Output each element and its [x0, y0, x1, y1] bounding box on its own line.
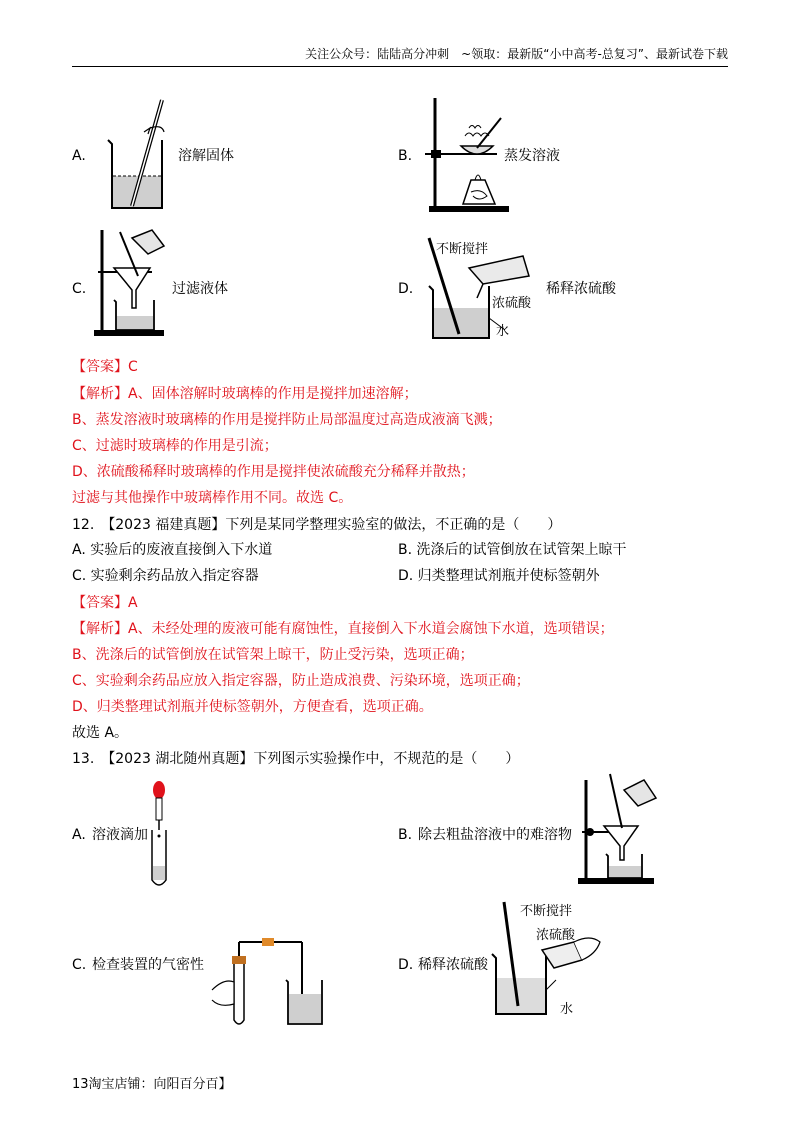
q11-analysis-line-3: C、过滤时玻璃棒的作用是引流；: [72, 438, 278, 454]
q13-figure-b-filter: [576, 770, 666, 888]
q11-option-b-caption: 蒸发溶液: [504, 148, 560, 164]
q13-label-stir: 不断搅拌: [520, 904, 573, 919]
q13-option-d-caption: 稀释浓硫酸: [418, 957, 488, 973]
q11-label-stir: 不断搅拌: [436, 242, 489, 257]
q13-figure-a-dropper: [144, 780, 174, 892]
q11-option-d-caption: 稀释浓硫酸: [546, 281, 616, 297]
q11-figure-a-dissolve: [102, 96, 172, 216]
q13-option-a-letter: A.: [72, 827, 86, 843]
q11-option-c-letter: C.: [72, 281, 87, 297]
q12-option-c: C. 实验剩余药品放入指定容器: [72, 568, 259, 584]
q11-analysis-line-4: D、浓硫酸稀释时玻璃棒的作用是搅拌使浓硫酸充分稀释并散热；: [72, 464, 475, 480]
q11-label-acid: 浓硫酸: [492, 296, 532, 311]
q12-answer: 【答案】A: [72, 595, 138, 611]
q13-option-d-letter: D.: [398, 957, 414, 973]
q11-analysis-line-1: 【解析】A、固体溶解时玻璃棒的作用是搅拌加速溶解；: [72, 386, 418, 402]
q13-option-c-caption: 检查装置的气密性: [92, 957, 204, 973]
q11-figure-b-evaporate: [425, 96, 515, 216]
q11-option-a-caption: 溶解固体: [178, 148, 234, 164]
q11-figure-c-filter: [92, 224, 172, 340]
q11-analysis-line-2: B、蒸发溶液时玻璃棒的作用是搅拌防止局部温度过高造成液滴飞溅；: [72, 412, 502, 428]
q11-option-a-letter: A.: [72, 148, 86, 164]
q13-label-water: 水: [560, 1002, 574, 1017]
q12-conclusion: 故选 A。: [72, 725, 129, 741]
q12-option-a: A. 实验后的废液直接倒入下水道: [72, 542, 273, 558]
q12-analysis-line-1: 【解析】A、未经处理的废液可能有腐蚀性，直接倒入下水道会腐蚀下水道，选项错误；: [72, 621, 614, 637]
q11-option-d-letter: D.: [398, 281, 414, 297]
q12-option-b: B. 洗涤后的试管倒放在试管架上晾干: [398, 542, 627, 558]
q12-analysis-line-3: C、实验剩余药品应放入指定容器，防止造成浪费、污染环境，选项正确；: [72, 673, 530, 689]
q13-option-b-letter: B.: [398, 827, 413, 843]
q11-option-c-caption: 过滤液体: [172, 281, 228, 297]
q13-option-c-letter: C.: [72, 957, 87, 973]
q13-option-b-caption: 除去粗盐溶液中的难溶物: [418, 827, 572, 843]
q13-label-acid: 浓硫酸: [536, 928, 576, 943]
q12-analysis-line-4: D、归类整理试剂瓶并使标签朝外，方便查看，选项正确。: [72, 699, 433, 715]
q11-analysis-line-5: 过滤与其他操作中玻璃棒作用不同。故选 C。: [72, 490, 353, 506]
page-footer: 13淘宝店铺：向阳百分百】: [72, 1077, 232, 1092]
q11-label-water: 水: [496, 324, 510, 339]
q11-answer: 【答案】C: [72, 359, 138, 375]
q11-option-b-letter: B.: [398, 148, 413, 164]
q12-analysis-line-2: B、洗涤后的试管倒放在试管架上晾干，防止受污染，选项正确；: [72, 647, 474, 663]
q13-option-a-caption: 溶液滴加: [92, 827, 148, 843]
q13-stem: 13. 【2023 湖北随州真题】下列图示实验操作中，不规范的是（ ）: [72, 751, 520, 767]
q12-stem: 12. 【2023 福建真题】下列是某同学整理实验室的做法，不正确的是（ ）: [72, 517, 562, 533]
page-header: 关注公众号：陆陆高分冲刺 ~领取：最新版“小中高考-总复习”、最新试卷下载: [72, 44, 728, 67]
q13-figure-c-airtightness: [210, 930, 330, 1030]
q12-option-d: D. 归类整理试剂瓶并使标签朝外: [398, 568, 600, 584]
